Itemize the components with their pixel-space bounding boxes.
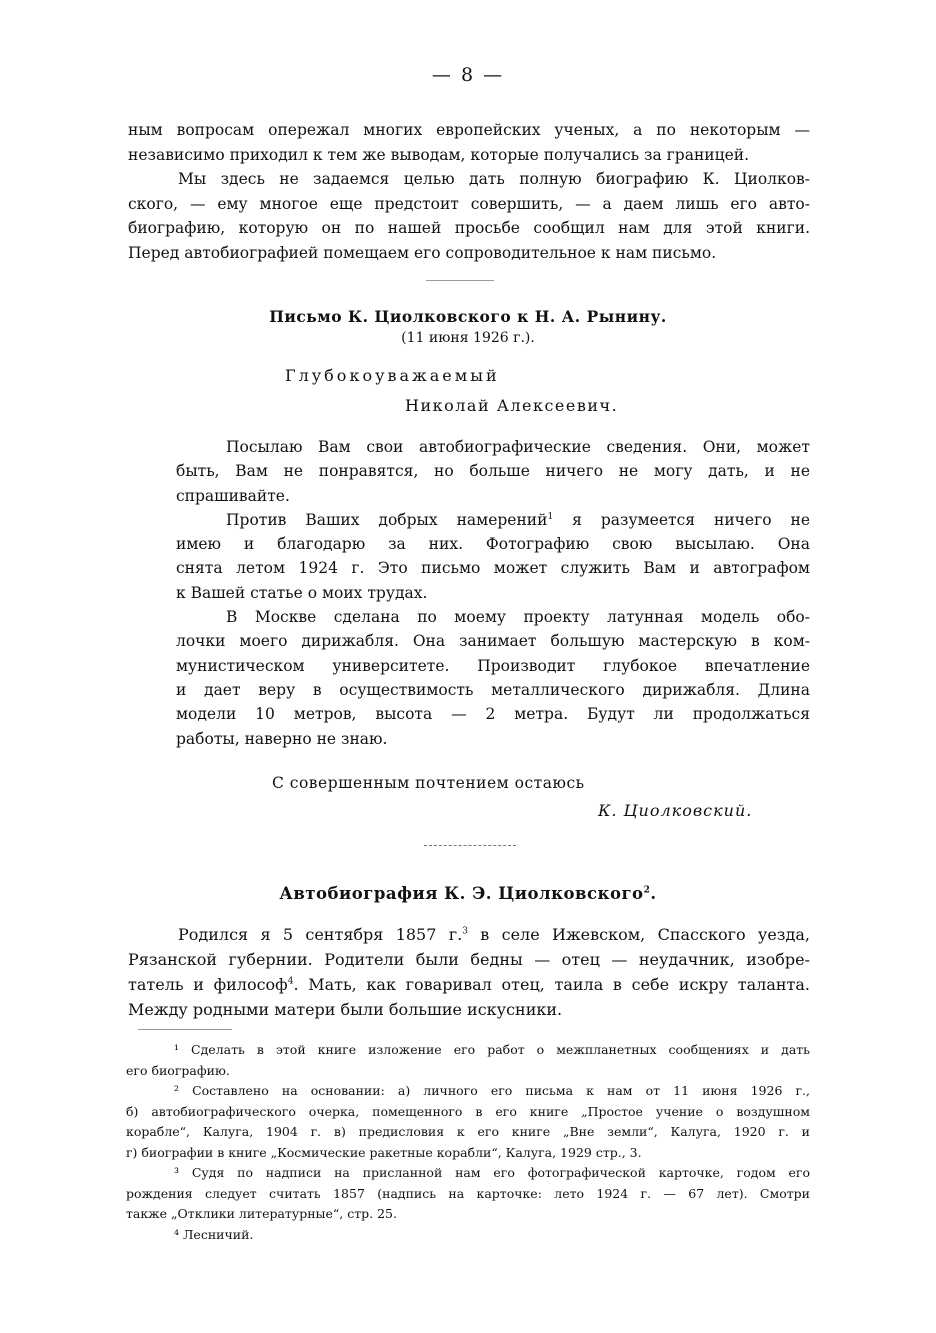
text-fragment: Против Ваших добрых намерений [226,510,548,529]
text-line: имею и благодарю за них. Фотографию свою высылаю. Она [176,535,810,554]
text-line: к Вашей статье о моих трудах. [176,583,428,602]
text-line: независимо приходил к тем же выводам, которые получались за границей. [128,145,749,164]
footnote-line: б) автобиографического очерка, помещенного в его книге „Простое учение о воздушном [126,1103,810,1119]
text-line: быть, Вам не понравятся, но больше ничего не могу дать, и не [176,462,810,481]
letter-body [176,435,810,751]
footnote-line: корабле“, Калуга, 1904 г. в) предисловия к его книге „Вне земли“, Калуга, 1920 г. и [126,1124,810,1139]
autobiography-title [0,884,936,903]
footnote-line: ¹ Сделать в этой книге изложение его работ о межпланетных сообщениях и дать [174,1042,810,1057]
text-line [128,972,810,997]
letter-closing: С совершенным почтением остаюсь [272,774,585,792]
text-line: Посылаю Вам свои автобиографические сведения. Они, может [226,438,810,456]
footnote-line: ⁴ Лесничий. [174,1226,254,1242]
text-line: ным вопросам опережал многих европейских ученых, а по некоторым — [128,121,810,139]
text-fragment: татель и философ [128,975,288,994]
section-divider [424,845,516,846]
text-fragment: . Мать, как говаривал отец, таила в себе искру таланта. [293,975,810,994]
text-line: модели 10 метров, высота — 2 метра. Будут ли продолжаться [176,705,810,724]
text-line: работы, наверно не знаю. [176,729,388,748]
text-line: Перед автобиографией помещаем его сопроводительное к нам письмо. [128,243,717,262]
letter-title: Письмо К. Циолковского к Н. А. Рынину. [269,307,667,326]
footnote-line: также „Отклики литературные“, стр. 25. [126,1206,397,1221]
footnote-line: ³ Судя по надписи на присланной нам его фотографической карточке, годом его [174,1165,810,1180]
letter-addressee: Николай Алексеевич. [405,396,619,415]
letter-salutation: Глубокоуважаемый [285,366,500,385]
text-line: снята летом 1924 г. Это письмо может служить Вам и автографом [176,559,810,578]
text-fragment: я разумеется ничего не [553,510,810,529]
text-fragment: Родился я 5 сентября 1857 г. [178,925,463,944]
title-end: . [650,884,657,903]
text-line: Мы здесь не задаемся целью дать полную биографию К. Циолков- [178,170,810,188]
footnote-line: его биографию. [126,1062,230,1078]
footnote-ref: 4 [287,976,294,987]
footnotes [126,1040,810,1245]
footnote-line: рождения следует считать 1857 (надпись на карточке: лето 1924 г. — 67 лет). Смотри [126,1185,810,1201]
text-line: спрашивайте. [176,486,290,505]
text-line: и дает веру в осуществимость металлического дирижабля. Длина [176,680,810,699]
text-line: Между родными матери были большие искусники. [128,1000,563,1019]
page-number: — 8 — [431,64,505,86]
text-fragment: в селе Ижевском, Спасского уезда, [467,925,811,944]
title-text: Автобиография К. Э. Циолковского [279,884,644,903]
letter-date: (11 июня 1926 г.). [401,330,535,346]
footnote-ref: 1 [547,511,554,522]
footnote-line: ² Составлено на основании: а) личного его письма к нам от 11 июня 1926 г., [174,1083,810,1098]
text-line: биографию, которую он по нашей просьбе сообщил нам для этой книги. [128,219,810,237]
footnote-line: г) биографии в книге „Космические ракетные корабли“, Калуга, 1929 стр., 3. [126,1144,642,1160]
footnote-rule [138,1029,232,1030]
text-line: Рязанской губернии. Родители были бедны — отец — неудачник, изобре- [128,950,810,969]
text-line: В Москве сделана по моему проекту латунная модель обо- [226,608,810,627]
section-divider [426,280,494,281]
autobiography-text [128,922,810,1022]
text-line: мунистическом университете. Производит глубокое впечатление [176,656,810,675]
text-line [128,922,810,947]
footnote-ref: 3 [462,926,468,937]
text-line: лочки моего дирижабля. Она занимает большую мастерскую в ком- [176,632,810,651]
footnote-ref: 2 [643,885,651,896]
intro-text [128,118,810,265]
text-line: ского, — ему многое еще предстоит совершить, — а даем лишь его авто- [128,194,810,213]
text-line [176,508,810,532]
letter-signature: К. Циолковский. [598,801,753,820]
